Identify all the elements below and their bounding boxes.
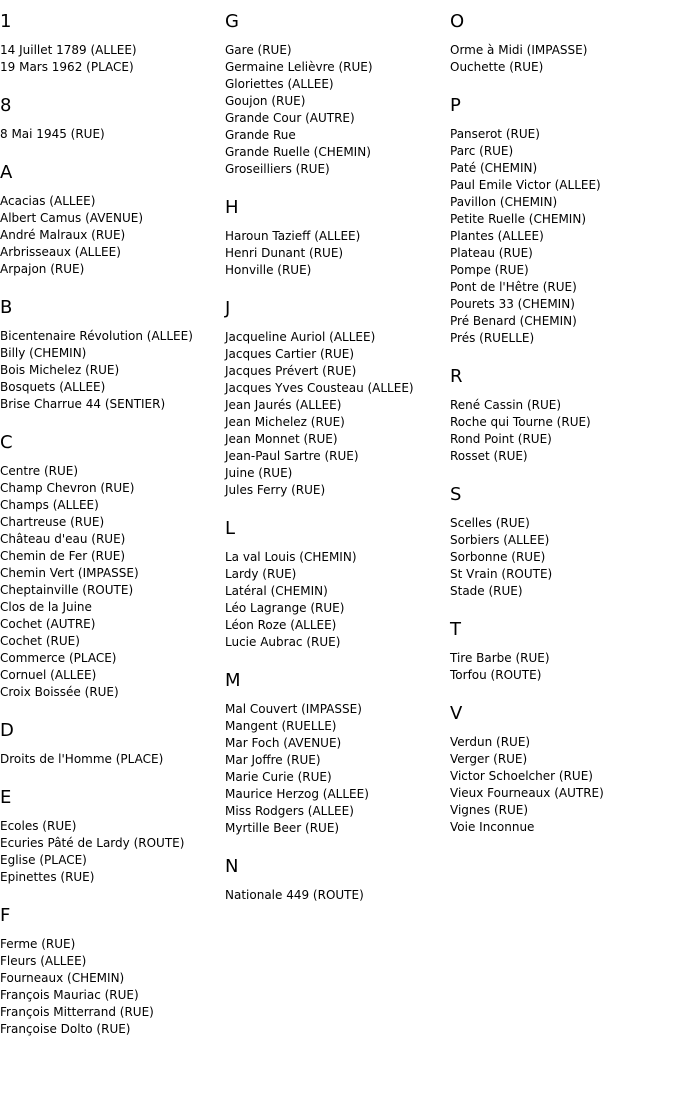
street-entry: Chemin de Fer (RUE) (0, 549, 126, 563)
street-entry: Champs (ALLEE) (0, 498, 99, 512)
street-entry: François Mitterrand (RUE) (0, 1005, 154, 1019)
section-letter-heading: V (450, 703, 463, 724)
street-entry: Cochet (AUTRE) (0, 617, 96, 631)
street-entry: Victor Schoelcher (RUE) (450, 769, 593, 783)
street-entry: Parc (RUE) (450, 144, 514, 158)
street-entry: Grande Cour (AUTRE) (225, 111, 355, 125)
street-entry: Clos de la Juine (0, 600, 92, 614)
street-entry: Jean Jaurés (ALLEE) (225, 398, 342, 412)
street-list (450, 397, 675, 465)
street-entry: Albert Camus (AVENUE) (0, 211, 144, 225)
letter-section (0, 162, 225, 278)
street-entry: Eglise (PLACE) (0, 853, 87, 867)
section-letter-heading: 1 (0, 11, 12, 32)
street-entry: Mar Foch (AVENUE) (225, 736, 342, 750)
street-entry: Léon Roze (ALLEE) (225, 618, 337, 632)
street-entry: Henri Dunant (RUE) (225, 246, 344, 260)
street-entry: Cornuel (ALLEE) (0, 668, 97, 682)
street-entry: Groseilliers (RUE) (225, 162, 330, 176)
street-entry: Jean Monnet (RUE) (225, 432, 338, 446)
street-entry: André Malraux (RUE) (0, 228, 126, 242)
street-entry: Lardy (RUE) (225, 567, 297, 581)
street-entry: Françoise Dolto (RUE) (0, 1022, 131, 1036)
section-letter-heading: M (225, 670, 241, 691)
street-entry: Bois Michelez (RUE) (0, 363, 120, 377)
street-entry: Plateau (RUE) (450, 246, 533, 260)
street-list (450, 42, 675, 76)
street-list (450, 734, 675, 836)
street-entry: Jules Ferry (RUE) (225, 483, 326, 497)
street-entry: Petite Ruelle (CHEMIN) (450, 212, 587, 226)
section-letter-heading: C (0, 432, 13, 453)
letter-section (450, 484, 675, 600)
street-entry: Tire Barbe (RUE) (450, 651, 550, 665)
street-entry: Léo Lagrange (RUE) (225, 601, 345, 615)
street-entry: Chemin Vert (IMPASSE) (0, 566, 139, 580)
index-column (0, 0, 225, 1038)
section-letter-heading: J (225, 298, 231, 319)
street-entry: Commerce (PLACE) (0, 651, 117, 665)
street-entry: Haroun Tazieff (ALLEE) (225, 229, 361, 243)
street-entry: Mal Couvert (IMPASSE) (225, 702, 362, 716)
street-entry: Croix Boissée (RUE) (0, 685, 119, 699)
street-entry: Roche qui Tourne (RUE) (450, 415, 591, 429)
street-entry: Pavillon (CHEMIN) (450, 195, 558, 209)
street-list (0, 193, 225, 278)
street-entry: François Mauriac (RUE) (0, 988, 139, 1002)
index-column (225, 0, 450, 904)
letter-section (225, 670, 450, 837)
street-entry: Pont de l'Hêtre (RUE) (450, 280, 577, 294)
street-entry: Droits de l'Homme (PLACE) (0, 752, 164, 766)
section-letter-heading: O (450, 11, 465, 32)
street-list (0, 936, 225, 1038)
street-entry: Verdun (RUE) (450, 735, 531, 749)
street-list (0, 818, 225, 886)
street-entry: Jacques Yves Cousteau (ALLEE) (225, 381, 414, 395)
letter-section (0, 787, 225, 886)
street-entry: Sorbonne (RUE) (450, 550, 546, 564)
letter-section (0, 297, 225, 413)
street-list (225, 42, 450, 178)
street-entry: Myrtille Beer (RUE) (225, 821, 340, 835)
street-entry: Verger (RUE) (450, 752, 528, 766)
street-entry: Paté (CHEMIN) (450, 161, 538, 175)
street-entry: Plantes (ALLEE) (450, 229, 544, 243)
letter-section (0, 11, 225, 76)
street-entry: Honville (RUE) (225, 263, 312, 277)
street-entry: Ecoles (RUE) (0, 819, 77, 833)
letter-section (225, 11, 450, 178)
letter-section (450, 703, 675, 836)
street-entry: Château d'eau (RUE) (0, 532, 126, 546)
street-list (450, 126, 675, 347)
section-letter-heading: A (0, 162, 13, 183)
street-list (225, 228, 450, 279)
street-entry: Latéral (CHEMIN) (225, 584, 328, 598)
street-list (0, 126, 225, 143)
street-entry: Chartreuse (RUE) (0, 515, 105, 529)
street-entry: Panserot (RUE) (450, 127, 540, 141)
street-list (0, 328, 225, 413)
street-entry: Pompe (RUE) (450, 263, 529, 277)
street-entry: Goujon (RUE) (225, 94, 306, 108)
street-entry: René Cassin (RUE) (450, 398, 562, 412)
street-entry: Miss Rodgers (ALLEE) (225, 804, 354, 818)
street-entry: Torfou (ROUTE) (450, 668, 542, 682)
section-letter-heading: S (450, 484, 462, 505)
street-list (225, 701, 450, 837)
section-letter-heading: H (225, 197, 239, 218)
street-entry: Paul Emile Victor (ALLEE) (450, 178, 601, 192)
section-letter-heading: G (225, 11, 239, 32)
street-entry: Pré Benard (CHEMIN) (450, 314, 577, 328)
street-entry: Grande Rue (225, 128, 296, 142)
letter-section (0, 720, 225, 768)
street-entry: Lucie Aubrac (RUE) (225, 635, 341, 649)
street-entry: Nationale 449 (ROUTE) (225, 888, 364, 902)
street-entry: Grande Ruelle (CHEMIN) (225, 145, 371, 159)
street-entry: Vieux Fourneaux (AUTRE) (450, 786, 604, 800)
section-letter-heading: D (0, 720, 14, 741)
street-entry: Bicentenaire Révolution (ALLEE) (0, 329, 193, 343)
letter-section (450, 11, 675, 76)
street-list (225, 329, 450, 499)
street-entry: Brise Charrue 44 (SENTIER) (0, 397, 166, 411)
street-entry: Gare (RUE) (225, 43, 292, 57)
street-entry: Arbrisseaux (ALLEE) (0, 245, 121, 259)
section-letter-heading: 8 (0, 95, 12, 116)
street-entry: Voie Inconnue (450, 820, 535, 834)
section-letter-heading: E (0, 787, 12, 808)
street-entry: Champ Chevron (RUE) (0, 481, 135, 495)
street-list (225, 887, 450, 904)
street-entry: Jacques Prévert (RUE) (225, 364, 357, 378)
street-entry: Ecuries Pâté de Lardy (ROUTE) (0, 836, 185, 850)
street-entry: Bosquets (ALLEE) (0, 380, 106, 394)
section-letter-heading: N (225, 856, 239, 877)
street-list (225, 549, 450, 651)
street-entry: La val Louis (CHEMIN) (225, 550, 357, 564)
street-entry: Epinettes (RUE) (0, 870, 95, 884)
street-entry: Pourets 33 (CHEMIN) (450, 297, 575, 311)
street-entry: Cheptainville (ROUTE) (0, 583, 134, 597)
street-entry: Arpajon (RUE) (0, 262, 85, 276)
street-entry: Marie Curie (RUE) (225, 770, 332, 784)
letter-section (450, 95, 675, 347)
street-entry: 19 Mars 1962 (PLACE) (0, 60, 134, 74)
street-entry: Mar Joffre (RUE) (225, 753, 321, 767)
street-entry: Jacqueline Auriol (ALLEE) (225, 330, 376, 344)
street-entry: 14 Juillet 1789 (ALLEE) (0, 43, 137, 57)
letter-section (225, 197, 450, 279)
letter-section (0, 905, 225, 1038)
section-letter-heading: F (0, 905, 11, 926)
street-entry: Mangent (RUELLE) (225, 719, 337, 733)
section-letter-heading: R (450, 366, 463, 387)
street-entry: Stade (RUE) (450, 584, 523, 598)
street-entry: Gloriettes (ALLEE) (225, 77, 334, 91)
street-entry: Jean Michelez (RUE) (225, 415, 345, 429)
street-entry: Jean-Paul Sartre (RUE) (225, 449, 359, 463)
street-entry: Orme à Midi (IMPASSE) (450, 43, 588, 57)
letter-section (0, 95, 225, 143)
street-entry: Acacias (ALLEE) (0, 194, 96, 208)
street-entry: Billy (CHEMIN) (0, 346, 87, 360)
street-entry: Vignes (RUE) (450, 803, 529, 817)
street-entry: Ouchette (RUE) (450, 60, 544, 74)
section-letter-heading: P (450, 95, 461, 116)
street-entry: Jacques Cartier (RUE) (225, 347, 355, 361)
street-list (450, 650, 675, 684)
street-entry: Prés (RUELLE) (450, 331, 535, 345)
letter-section (450, 619, 675, 684)
street-entry: Fleurs (ALLEE) (0, 954, 87, 968)
street-entry: Juine (RUE) (225, 466, 293, 480)
street-entry: Maurice Herzog (ALLEE) (225, 787, 369, 801)
street-entry: Cochet (RUE) (0, 634, 80, 648)
street-entry: 8 Mai 1945 (RUE) (0, 127, 105, 141)
section-letter-heading: L (225, 518, 236, 539)
street-entry: Centre (RUE) (0, 464, 79, 478)
letter-section (225, 298, 450, 499)
street-entry: Germaine Lelièvre (RUE) (225, 60, 373, 74)
street-entry: Sorbiers (ALLEE) (450, 533, 550, 547)
street-list (0, 751, 225, 768)
street-entry: Rond Point (RUE) (450, 432, 552, 446)
letter-section (450, 366, 675, 465)
section-letter-heading: B (0, 297, 13, 318)
street-list (450, 515, 675, 600)
street-entry: Fourneaux (CHEMIN) (0, 971, 125, 985)
street-entry: St Vrain (ROUTE) (450, 567, 553, 581)
letter-section (225, 856, 450, 904)
street-entry: Rosset (RUE) (450, 449, 528, 463)
letter-section (225, 518, 450, 651)
index-column (450, 0, 675, 836)
section-letter-heading: T (450, 619, 461, 640)
street-list (0, 42, 225, 76)
letter-section (0, 432, 225, 701)
street-list (0, 463, 225, 701)
street-entry: Ferme (RUE) (0, 937, 76, 951)
street-entry: Scelles (RUE) (450, 516, 530, 530)
